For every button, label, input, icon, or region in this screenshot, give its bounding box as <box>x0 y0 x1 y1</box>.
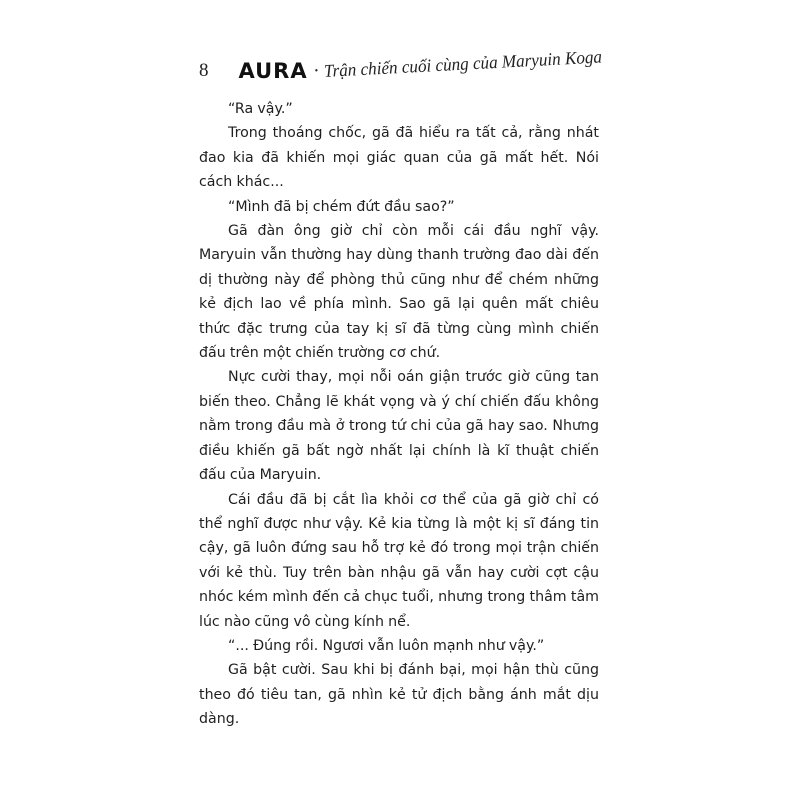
paragraph-1: “Ra vậy.” <box>228 101 293 117</box>
page-number: 8 <box>199 60 209 81</box>
paragraph-5: Nực cười thay, mọi nỗi oán giận trước giờ cũng tan biến theo. Chẳng lẽ khát vọng và ý chí chiến đấu không nằm trong đầu mà ở trong tứ chi của gã hay sao. Nhưng điều khiến gã bất ngờ nhất lại chính là kĩ thuật chiến đấu của Maryuin. <box>199 369 599 484</box>
paragraph-3: “Mình đã bị chém đứt đầu sao?” <box>228 198 455 215</box>
paragraph-6: Cái đầu đã bị cắt lìa khỏi cơ thể của gã giờ chỉ có thể nghĩ được như vậy. Kẻ kia từng là một kị sĩ đáng tin cậy, gã luôn đứng sau hỗ trợ kẻ đó trong mọi trận chiến với kẻ thù. Tuy trên bàn nhậu gã vẫn hay cười cợt cậu nhóc kém mình đến cả chục tuổi, nhưng trong thâm tâm lúc nào cũng vô cùng kính nể. <box>199 491 599 630</box>
paragraph-8: Gã bật cười. Sau khi bị đánh bại, mọi hận thù cũng theo đó tiêu tan, gã nhìn kẻ tử địch bằng ánh mắt dịu dàng. <box>199 662 599 728</box>
page-body <box>199 97 599 732</box>
header-separator: • <box>314 65 319 77</box>
paragraph-2: Trong thoáng chốc, gã đã hiểu ra tất cả, rằng nhát đao kia đã khiến mọi giác quan của gã mất hết. Nói cách khác... <box>199 125 599 191</box>
book-brand-title: AURA <box>238 59 308 83</box>
book-subtitle: Trận chiến cuối cùng của Maryuin Koga <box>323 45 603 81</box>
paragraph-4: Gã đàn ông giờ chỉ còn mỗi cái đầu nghĩ vậy. Maryuin vẫn thường hay dùng thanh trường đao dài đến dị thường này để phòng thủ cũng như để chém những kẻ địch lao về phía mình. Sao gã lại quên mất chiêu thức đặc trưng của tay kị sĩ đã từng cùng mình chiến đấu trên một chiến trường cơ chứ. <box>199 223 599 362</box>
paragraph-7: “... Đúng rồi. Ngươi vẫn luôn mạnh như vậy.” <box>228 637 545 654</box>
running-header <box>199 45 617 88</box>
